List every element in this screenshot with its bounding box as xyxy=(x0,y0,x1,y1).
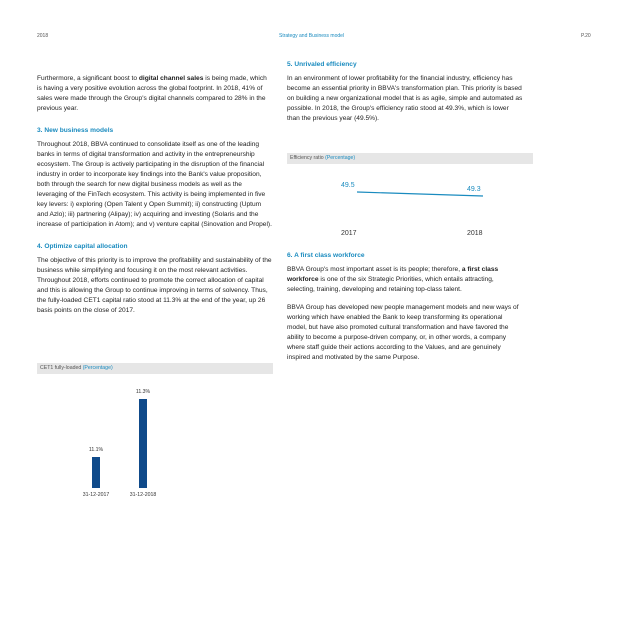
heading-capital-allocation: 4. Optimize capital allocation xyxy=(37,243,128,250)
cet1-chart-header xyxy=(37,363,273,374)
x-tick-2018: 2018 xyxy=(467,230,483,237)
paragraph-new-business-models: Throughout 2018, BBVA continued to consolidate itself as one of the leading banks in terms of digital transformation and activity in the entrepreneurship ecosystem. The Group is actively participating in the disruption of the financial industry in order to incorporate key findings into the Bank's value proposition, both through the search for new digital business models as well as the leveraging of the FinTech ecosystem. This activity is being implemented in five key levers: i) exploring (Open Talent y Open Summit); ii) constructing (Uptum and Azlo); iii) partnering (Alipay); iv) acquiring and investing (Solaris and the increase of participation in Atom); and v) venture capital (Sinovation and Propel). xyxy=(37,141,272,228)
paragraph-people-management: BBVA Group has developed new people management models and new ways of working which have enabled the Bank to keep transforming its operational model, but have also promoted cultural transformation and have favored the ability to become a purpose-driven company, or, in other words, a company where staff guide their actions according to the Values, and are genuinely inspired and motivated by the same Purpose. xyxy=(287,304,519,361)
header-year: 2018 xyxy=(37,33,49,39)
efficiency-chart xyxy=(287,153,533,249)
paragraph-workforce xyxy=(287,265,523,295)
paragraph-efficiency: In an environment of lower profitability for the financial industry, efficiency has become an essential priority in BBVA's transformation plan. This priority is based on building a new organizational model that is as agile, simple and automated as possible. In 2018, the Group's efficiency ratio stood at 49.3%, which is lower than the previous year (49.5%). xyxy=(287,75,523,122)
data-label-2018: 49.3 xyxy=(467,186,481,193)
heading-first-class-workforce: 6. A first class workforce xyxy=(287,252,365,259)
text-span: is being made, which is having a very positive evolution across the global footprint. In 2018, 41% of sales were made through the Group's digital channels compared to 28% in the previous year. xyxy=(37,75,267,112)
heading-unrivaled-efficiency: 5. Unrivaled efficiency xyxy=(287,61,357,68)
efficiency-chart-header xyxy=(287,153,533,164)
cet1-chart xyxy=(37,363,273,509)
bar-31-12-2018 xyxy=(139,399,147,488)
efficiency-series-line xyxy=(357,192,483,196)
header-section-title: Strategy and Business model xyxy=(279,33,345,39)
x-tick-2017: 2017 xyxy=(341,230,357,237)
heading-new-business-models: 3. New business models xyxy=(37,127,114,134)
bold-first-class-workforce: a first class workforce xyxy=(287,266,499,283)
x-tick-31-12-2018: 31-12-2018 xyxy=(129,492,157,498)
chart-unit: (Percentage) xyxy=(325,155,356,161)
paragraph-digital-sales xyxy=(37,74,273,114)
efficiency-line-chart xyxy=(287,164,533,244)
bar-label-31-12-2017: 11.1% xyxy=(88,447,104,453)
right-column-lower xyxy=(287,251,523,371)
text-span: Furthermore, a significant boost to xyxy=(37,75,139,82)
chart-title: CET1 fully-loaded xyxy=(40,365,82,371)
bold-digital-channel-sales: digital channel sales xyxy=(138,75,204,82)
header-page-number: P.20 xyxy=(581,33,591,39)
bar-31-12-2017 xyxy=(92,457,100,488)
paragraph-capital-allocation: The objective of this priority is to improve the profitability and sustainability of the business while simplifying and focusing it on the most relevant activities. Throughout 2018, efforts continued to promote the correct allocation of capital and this is allowing the Group to continue improving in terms of solvency. Thus, the fully-loaded CET1 capital ratio stood at 11.3% at the end of the year, up 26 basis points on the close of 2017. xyxy=(37,257,272,314)
text-span: is one of the six Strategic Priorities, which entails attracting, selecting, training, developing and retaining top-class talent. xyxy=(287,276,494,293)
cet1-bar-chart xyxy=(37,374,187,504)
bar-label-31-12-2018: 11.3% xyxy=(135,389,151,395)
right-column xyxy=(287,60,523,132)
text-span: BBVA Group's most important asset is its people; therefore, xyxy=(287,266,462,273)
left-column xyxy=(37,74,273,324)
data-label-2017: 49.5 xyxy=(341,182,355,189)
chart-title: Efficiency ratio xyxy=(290,155,324,161)
chart-unit: (Percentage) xyxy=(82,365,113,371)
x-tick-31-12-2017: 31-12-2017 xyxy=(82,492,110,498)
